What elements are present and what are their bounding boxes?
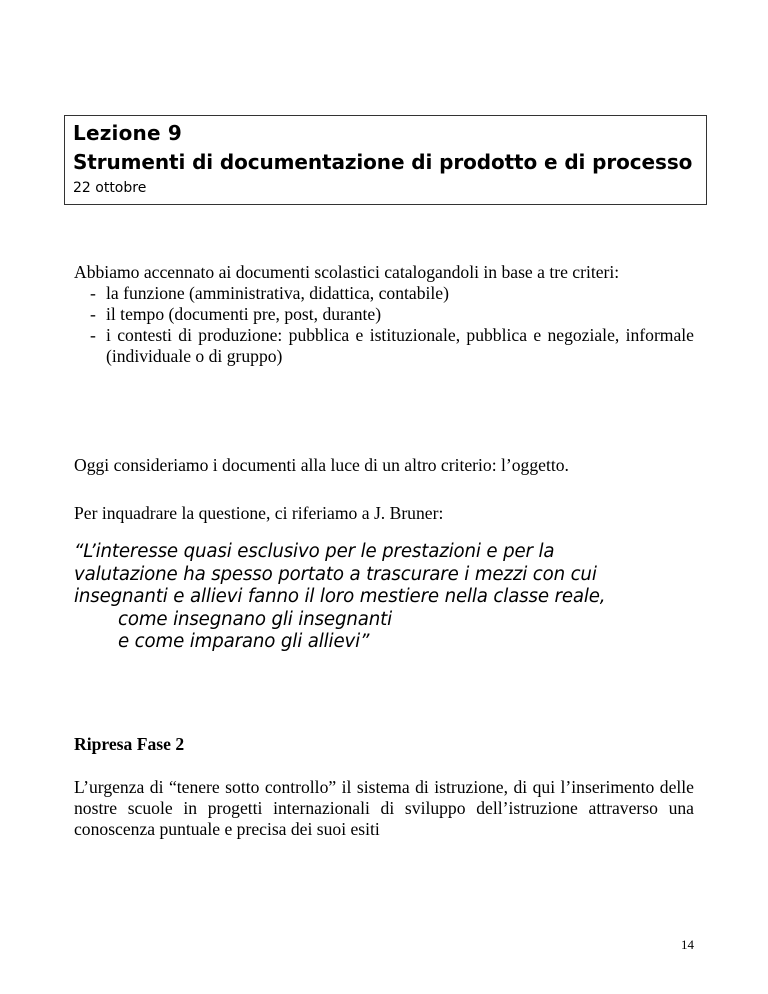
- bruner-quote: [74, 541, 714, 654]
- section-paragraph: L’urgenza di “tenere sotto controllo” il sistema di istruzione, di qui l’inserimento delle nostre scuole in progetti internazionali di sviluppo dell’istruzione attraverso una conoscenza puntuale e precisa dei suoi esiti: [74, 777, 694, 839]
- criteria-item-text: la funzione (amministrativa, didattica, contabile): [106, 283, 449, 303]
- list-dash: -: [90, 304, 96, 324]
- intro-section: [74, 262, 694, 367]
- criteria-item: [74, 304, 694, 325]
- criteria-list: [74, 283, 694, 367]
- page-number: 14: [681, 937, 694, 952]
- intro-paragraph: Abbiamo accennato ai documenti scolastici catalogandoli in base a tre criteri:: [74, 262, 620, 282]
- criteria-item-text: i contesti di produzione: pubblica e istituzionale, pubblica e negoziale, informale (individuale o di gruppo): [106, 325, 694, 366]
- quote-line: valutazione ha spesso portato a trascurare i mezzi con cui: [74, 563, 597, 585]
- paragraph-bruner: Per inquadrare la questione, ci riferiamo a J. Bruner:: [74, 503, 444, 523]
- lesson-subtitle: Strumenti di documentazione di prodotto e di processo: [73, 150, 693, 174]
- quote-line: come insegnano gli insegnanti: [118, 608, 392, 630]
- criteria-item: [74, 325, 694, 367]
- criteria-item-text: il tempo (documenti pre, post, durante): [106, 304, 382, 324]
- lesson-date: 22 ottobre: [73, 180, 147, 196]
- list-dash: -: [90, 283, 96, 303]
- quote-line: “L’interesse quasi esclusivo per le prestazioni e per la: [74, 541, 555, 562]
- paragraph-oggi: Oggi consideriamo i documenti alla luce di un altro criterio: l’oggetto.: [74, 455, 569, 475]
- list-dash: -: [90, 325, 96, 345]
- criteria-item: [74, 283, 694, 304]
- lesson-title: Lezione 9: [73, 121, 183, 145]
- quote-line: insegnanti e allievi fanno il loro mestiere nella classe reale,: [74, 586, 606, 607]
- quote-line: e come imparano gli allievi”: [118, 631, 370, 652]
- lesson-header-box: [64, 115, 707, 205]
- section-heading: Ripresa Fase 2: [74, 734, 185, 754]
